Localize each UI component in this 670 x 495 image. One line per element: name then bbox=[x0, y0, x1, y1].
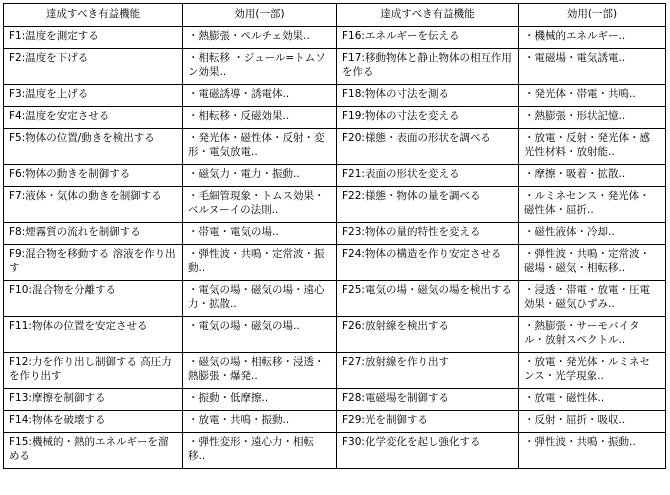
effect-cell: ・発光体・磁性体・反射・変形・電気放電.. bbox=[183, 129, 337, 165]
function-cell: F5:物体の位置/動きを検出する bbox=[4, 129, 183, 165]
effect-cell: ・放電・発光体・ルミネセンス・光学現象.. bbox=[519, 353, 666, 389]
function-cell: F25:電気の場・磁気の場を検出する bbox=[337, 281, 519, 317]
function-cell: F8:煙霧質の流れを制御する bbox=[4, 223, 183, 245]
function-cell: F18:物体の寸法を測る bbox=[337, 85, 519, 107]
table-row bbox=[4, 411, 666, 433]
function-cell: F15:機械的・熱的エネルギーを溜める bbox=[4, 433, 183, 469]
function-cell: F23:物体の量的特性を変える bbox=[337, 223, 519, 245]
function-cell: F27:放射線を作り出す bbox=[337, 353, 519, 389]
function-cell: F16:エネルギーを伝える bbox=[337, 27, 519, 49]
useful-functions-table bbox=[3, 3, 666, 469]
effect-cell: ・放電・共鳴・振動.. bbox=[183, 411, 337, 433]
table-row bbox=[4, 353, 666, 389]
effect-cell: ・電気の場・磁気の場・遠心力・拡散.. bbox=[183, 281, 337, 317]
column-header-function: 達成すべき有益機能 bbox=[4, 4, 183, 27]
effect-cell: ・弾性波・共鳴・定常波・磁場・磁気・相転移.. bbox=[519, 245, 666, 281]
function-cell: F20:様態・表面の形状を調べる bbox=[337, 129, 519, 165]
effect-cell: ・弾性波・共鳴・振動.. bbox=[519, 433, 666, 469]
column-header-effect: 効用(一部) bbox=[183, 4, 337, 27]
effect-cell: ・磁気の場・相転移・浸透・熱膨張・爆発.. bbox=[183, 353, 337, 389]
function-cell: F17:移動物体と静止物体の相互作用を作る bbox=[337, 49, 519, 85]
function-cell: F30:化学変化を起し強化する bbox=[337, 433, 519, 469]
table-row bbox=[4, 27, 666, 49]
column-header-effect: 効用(一部) bbox=[519, 4, 666, 27]
effect-cell: ・発光体・帯電・共鳴.. bbox=[519, 85, 666, 107]
table-row bbox=[4, 165, 666, 187]
effect-cell: ・磁気力・電力・振動.. bbox=[183, 165, 337, 187]
table-row bbox=[4, 187, 666, 223]
effect-cell: ・電磁誘導・誘電体.. bbox=[183, 85, 337, 107]
header-row bbox=[4, 4, 666, 27]
table-row bbox=[4, 49, 666, 85]
table-row bbox=[4, 281, 666, 317]
effect-cell: ・弾性変形・遠心力・相転移.. bbox=[183, 433, 337, 469]
function-cell: F19:物体の寸法を変える bbox=[337, 107, 519, 129]
function-cell: F10:混合物を分離する bbox=[4, 281, 183, 317]
effect-cell: ・振動・低摩擦.. bbox=[183, 389, 337, 411]
function-cell: F12:力を作り出し制御する 高圧力を作り出す bbox=[4, 353, 183, 389]
effect-cell: ・相転移 ・ジュール=トムソン効果.. bbox=[183, 49, 337, 85]
effect-cell: ・帯電・電気の場.. bbox=[183, 223, 337, 245]
effect-cell: ・放電・反射・発光体・感光性材料・放射能.. bbox=[519, 129, 666, 165]
effect-cell: ・相転移・反磁効果.. bbox=[183, 107, 337, 129]
effect-cell: ・電気の場・磁気の場.. bbox=[183, 317, 337, 353]
table-row bbox=[4, 433, 666, 469]
effect-cell: ・熱膨張・形状記憶.. bbox=[519, 107, 666, 129]
function-cell: F24:物体の構造を作り安定させる bbox=[337, 245, 519, 281]
table-row bbox=[4, 317, 666, 353]
function-cell: F7:液体・気体の動きを制御する bbox=[4, 187, 183, 223]
table-row bbox=[4, 107, 666, 129]
table-row bbox=[4, 85, 666, 107]
effect-cell: ・機械的エネルギー.. bbox=[519, 27, 666, 49]
effect-cell: ・熱膨張・サーモバイタル・放射スペクトル.. bbox=[519, 317, 666, 353]
table-row bbox=[4, 245, 666, 281]
effect-cell: ・磁性液体・冷却.. bbox=[519, 223, 666, 245]
effect-cell: ・浸透・帯電・放電・圧電効果・磁気ひずみ.. bbox=[519, 281, 666, 317]
function-cell: F29:光を制御する bbox=[337, 411, 519, 433]
effect-cell: ・熱膨張・ペルチェ効果.. bbox=[183, 27, 337, 49]
function-cell: F6:物体の動きを制御する bbox=[4, 165, 183, 187]
function-cell: F2:温度を下げる bbox=[4, 49, 183, 85]
function-cell: F4:温度を安定させる bbox=[4, 107, 183, 129]
table-row bbox=[4, 129, 666, 165]
column-header-function: 達成すべき有益機能 bbox=[337, 4, 519, 27]
function-cell: F11:物体の位置を安定させる bbox=[4, 317, 183, 353]
effect-cell: ・毛細管現象・トムス効果・ベルヌーイの法則.. bbox=[183, 187, 337, 223]
function-cell: F9:混合物を移動する 溶液を作り出す bbox=[4, 245, 183, 281]
function-cell: F28:電磁場を制御する bbox=[337, 389, 519, 411]
function-cell: F21:表面の形状を変える bbox=[337, 165, 519, 187]
effect-cell: ・摩擦・吸着・拡散.. bbox=[519, 165, 666, 187]
function-cell: F1:温度を測定する bbox=[4, 27, 183, 49]
function-cell: F14:物体を破壊する bbox=[4, 411, 183, 433]
effect-cell: ・ルミネセンス・発光体・磁性体・屈折.. bbox=[519, 187, 666, 223]
function-cell: F22:様態・物体の量を調べる bbox=[337, 187, 519, 223]
effect-cell: ・放電・磁性体.. bbox=[519, 389, 666, 411]
effect-cell: ・電磁場・電気誘電.. bbox=[519, 49, 666, 85]
function-cell: F3:温度を上げる bbox=[4, 85, 183, 107]
function-cell: F26:放射線を検出する bbox=[337, 317, 519, 353]
function-cell: F13:摩擦を制御する bbox=[4, 389, 183, 411]
table-row bbox=[4, 389, 666, 411]
effect-cell: ・反射・屈折・吸収.. bbox=[519, 411, 666, 433]
table-row bbox=[4, 223, 666, 245]
effect-cell: ・弾性波・共鳴・定常波・振動.. bbox=[183, 245, 337, 281]
